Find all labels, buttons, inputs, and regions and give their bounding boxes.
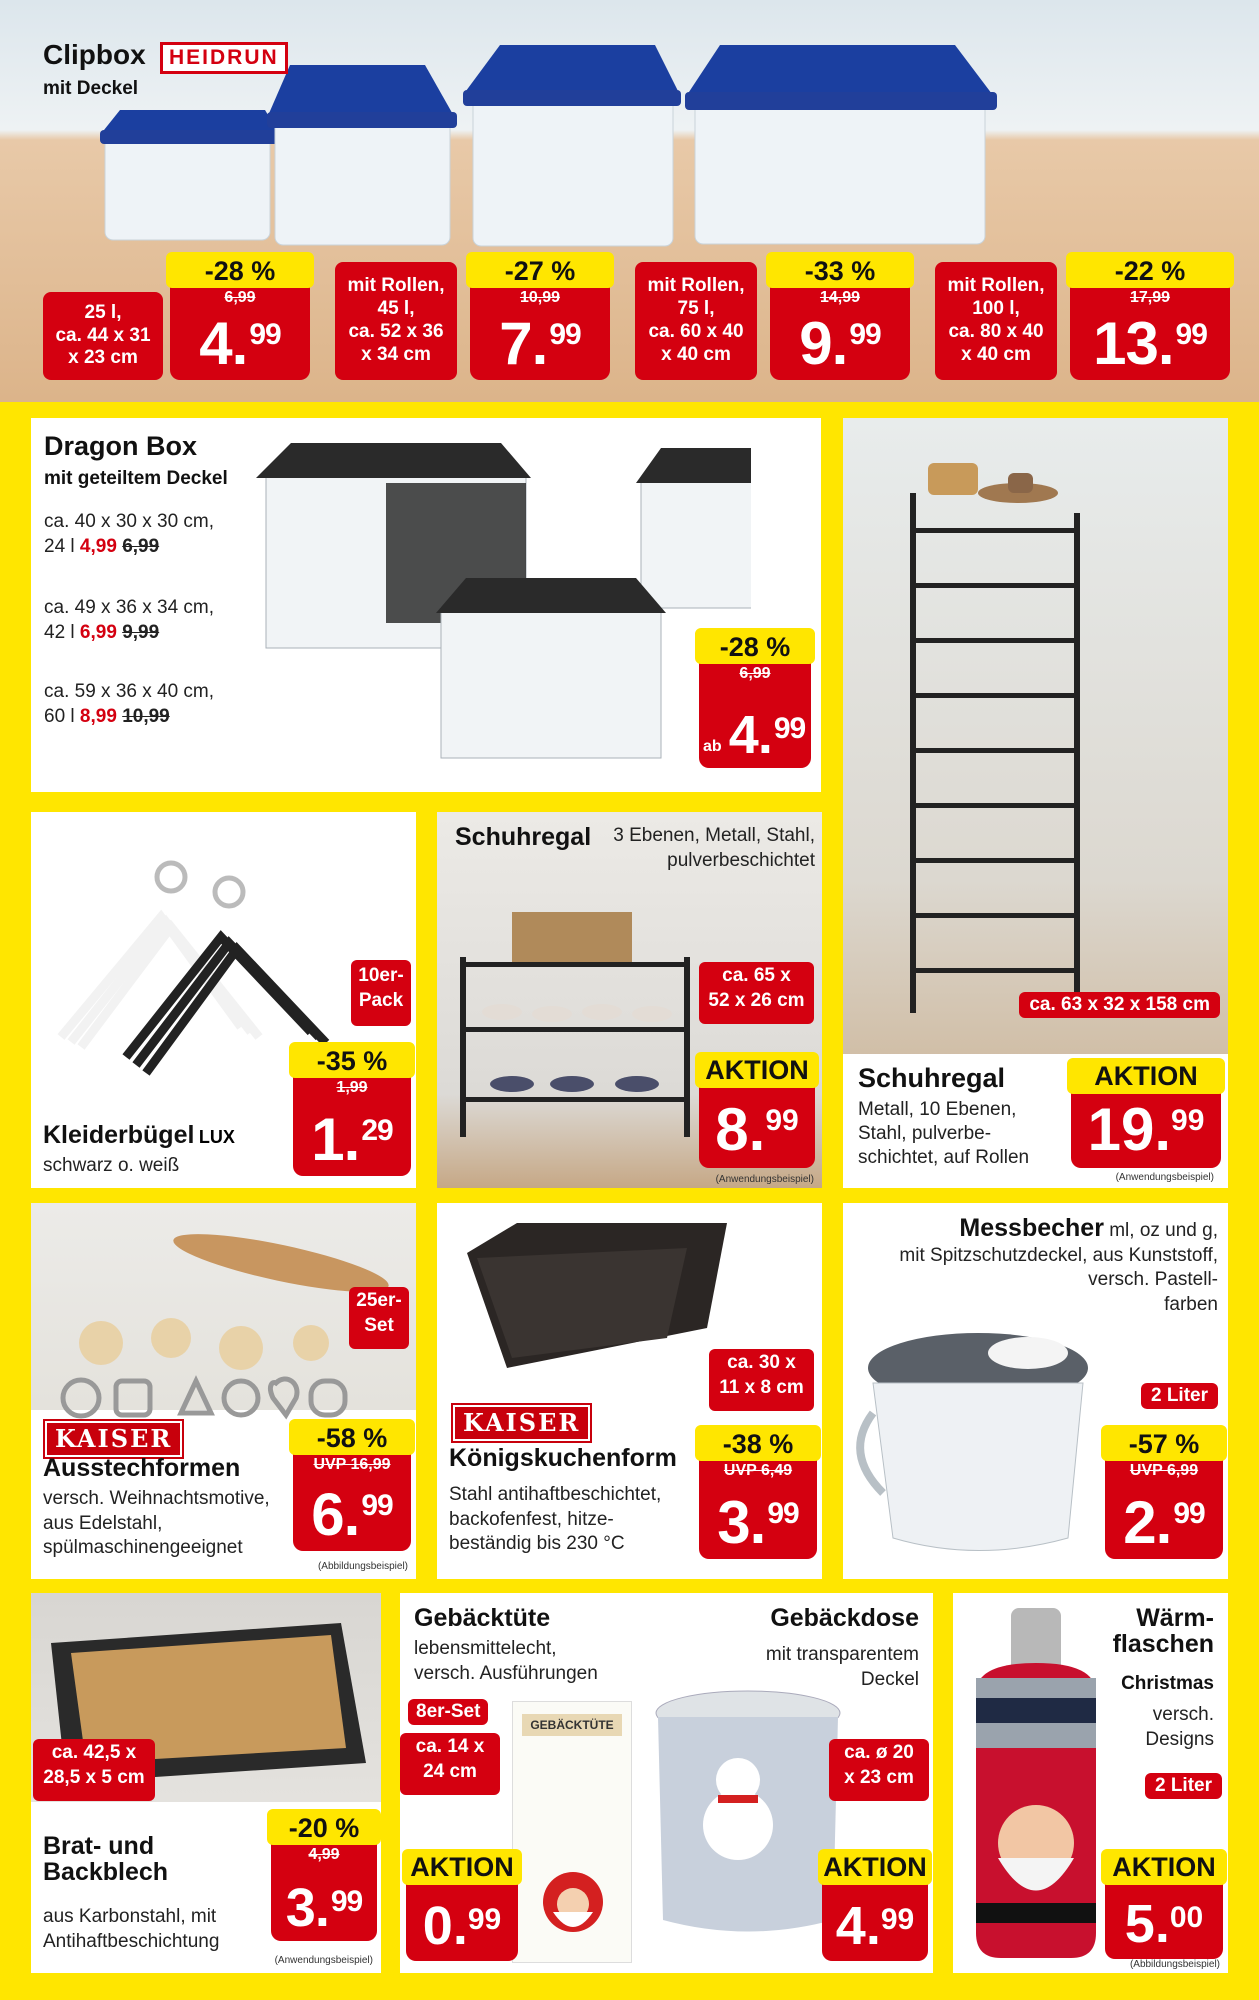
schuhregal-small-title: Schuhregal bbox=[455, 823, 592, 851]
kleiderbuegel-pack: 10er- Pack bbox=[351, 960, 411, 1026]
tuete-price: AKTION 0.99 bbox=[406, 1879, 518, 1961]
schuhregal-small-note: (Anwendungsbeispiel) bbox=[715, 1174, 814, 1185]
schuhregal-big-dim: ca. 63 x 32 x 158 cm bbox=[1019, 992, 1220, 1018]
ausstech-note: (Abbildungsbeispiel) bbox=[317, 1561, 408, 1572]
schuhregal-small-dim: ca. 65 x 52 x 26 cm bbox=[699, 962, 814, 1024]
tuete-label: GEBÄCKTÜTE bbox=[522, 1714, 622, 1736]
schuhregal-big-image bbox=[898, 448, 1098, 1048]
schuhregal-big-price: AKTION 19.99 bbox=[1071, 1088, 1221, 1168]
kaiser-logo-2: KAISER bbox=[453, 1405, 590, 1441]
tuete-title: Gebäcktüte bbox=[414, 1604, 551, 1632]
waerm-image bbox=[961, 1603, 1111, 1963]
schuhregal-small-image bbox=[452, 902, 697, 1142]
brat-price: -20 % 4,99 3.99 bbox=[271, 1837, 377, 1941]
kleiderbuegel-title: Kleiderbügel bbox=[43, 1121, 195, 1149]
ausstech-image bbox=[41, 1213, 401, 1438]
kleiderbuegel-titlebox bbox=[43, 1122, 235, 1148]
koenig-desc: Stahl antihaftbeschichtet, backofenfest, hitze- beständig bis 230 °C bbox=[449, 1484, 662, 1555]
dragon-box-panel bbox=[31, 418, 821, 792]
clipbox-4-price: -22 % 17,99 13.99 bbox=[1070, 280, 1230, 380]
gebaeck-panel bbox=[400, 1593, 933, 1973]
ausstech-desc: versch. Weihnachtsmotive, aus Edelstahl, spülmaschinengeeignet bbox=[43, 1488, 270, 1559]
lux-brand: LUX bbox=[198, 1127, 235, 1147]
brat-dim: ca. 42,5 x 28,5 x 5 cm bbox=[33, 1739, 155, 1801]
clipbox-section bbox=[0, 0, 1259, 402]
dose-desc: mit transparentem Deckel bbox=[765, 1644, 919, 1690]
clipbox-4-desc: mit Rollen, 100 l, ca. 80 x 40 x 40 cm bbox=[935, 262, 1057, 380]
clipbox-100l bbox=[685, 45, 997, 244]
dose-image bbox=[648, 1685, 848, 1945]
dose-price: AKTION 4.99 bbox=[822, 1879, 928, 1961]
dose-title: Gebäckdose bbox=[770, 1604, 919, 1632]
messbecher-desc: mit Spitzschutzdeckel, aus Kunststoff, versch. Pastell- farben bbox=[899, 1244, 1218, 1316]
tuete-set: 8er-Set bbox=[408, 1699, 488, 1725]
schuhregal-big-panel bbox=[843, 418, 1228, 1188]
clipbox-75l bbox=[463, 45, 681, 246]
messbecher-image bbox=[853, 1313, 1123, 1573]
messbecher-title: Messbecher bbox=[959, 1214, 1104, 1242]
schuhregal-small-desc: 3 Ebenen, Metall, Stahl, pulverbeschichtet bbox=[613, 825, 815, 871]
dragon-size-1: ca. 40 x 30 x 30 cm, 24 l 4,99 6,99 bbox=[44, 511, 215, 557]
tuete-dim: ca. 14 x 24 cm bbox=[400, 1733, 500, 1795]
schuhregal-big-note: (Anwendungsbeispiel) bbox=[1115, 1172, 1214, 1183]
waerm-panel bbox=[953, 1593, 1228, 1973]
brat-desc: aus Karbonstahl, mit Antihaftbeschichtung bbox=[43, 1906, 220, 1952]
dragon-price: -28 % 6,99 ab 4.99 bbox=[699, 656, 811, 768]
messbecher-units: ml, oz und g, bbox=[1109, 1220, 1218, 1241]
heidrun-logo: HEIDRUN bbox=[160, 42, 288, 74]
messbecher-size: 2 Liter bbox=[1141, 1383, 1218, 1409]
ausstech-set: 25er- Set bbox=[349, 1287, 409, 1349]
waerm-size: 2 Liter bbox=[1145, 1773, 1222, 1799]
clipbox-3-desc: mit Rollen, 75 l, ca. 60 x 40 x 40 cm bbox=[635, 262, 757, 380]
kleiderbuegel-panel bbox=[31, 812, 416, 1188]
dragon-title: Dragon Box bbox=[44, 431, 198, 461]
ausstech-title: Ausstechformen bbox=[43, 1454, 241, 1482]
clipbox-3-price: -33 % 14,99 9.99 bbox=[770, 280, 910, 380]
dragon-size-3: ca. 59 x 36 x 40 cm, 60 l 8,99 10,99 bbox=[44, 681, 215, 727]
clipbox-small bbox=[100, 110, 280, 240]
koenig-title: Königskuchenform bbox=[449, 1444, 677, 1472]
messbecher-price: -57 % UVP 6,99 2.99 bbox=[1105, 1453, 1223, 1559]
koenig-panel bbox=[437, 1203, 822, 1579]
clipbox-2-desc: mit Rollen, 45 l, ca. 52 x 36 x 34 cm bbox=[335, 262, 457, 380]
kleiderbuegel-price: -35 % 1,99 1.29 bbox=[293, 1070, 411, 1176]
dragon-size-2: ca. 49 x 36 x 34 cm, 42 l 6,99 9,99 bbox=[44, 597, 215, 643]
brat-panel bbox=[31, 1593, 381, 1973]
koenig-price: -38 % UVP 6,49 3.99 bbox=[699, 1453, 817, 1559]
tuete-image bbox=[512, 1701, 632, 1963]
schuhregal-big-title: Schuhregal bbox=[858, 1063, 1006, 1093]
brat-title: Brat- und Backblech bbox=[43, 1832, 169, 1887]
dragon-subtitle: mit geteiltem Deckel bbox=[44, 468, 228, 489]
schuhregal-big-desc: Metall, 10 Ebenen, Stahl, pulverbe- schichtet, auf Rollen bbox=[858, 1099, 1030, 1168]
kaiser-logo: KAISER bbox=[45, 1421, 182, 1457]
ausstech-price: -58 % UVP 16,99 6.99 bbox=[293, 1447, 411, 1551]
schuhregal-small-header bbox=[455, 824, 815, 873]
waerm-title: Wärm- flaschen bbox=[1112, 1604, 1214, 1659]
clipbox-45l bbox=[267, 65, 457, 245]
dose-dim: ca. ø 20 x 23 cm bbox=[829, 1739, 929, 1801]
koenig-image bbox=[457, 1218, 737, 1378]
messbecher-text bbox=[848, 1215, 1218, 1318]
clipbox-subtitle: mit Deckel bbox=[43, 78, 139, 99]
schuhregal-small-price: AKTION 8.99 bbox=[699, 1082, 815, 1168]
waerm-price: AKTION 5.00 bbox=[1105, 1879, 1223, 1959]
tuete-desc: lebensmittelecht, versch. Ausführungen bbox=[414, 1638, 598, 1684]
brat-note: (Anwendungsbeispiel) bbox=[274, 1955, 373, 1966]
clipbox-1-desc: 25 l, ca. 44 x 31 x 23 cm bbox=[43, 292, 163, 380]
ausstech-panel bbox=[31, 1203, 416, 1579]
waerm-note: (Abbildungsbeispiel) bbox=[1129, 1959, 1220, 1970]
waerm-subtitle: Christmas bbox=[1121, 1673, 1214, 1694]
dragon-box-images bbox=[251, 438, 751, 778]
messbecher-panel bbox=[843, 1203, 1228, 1579]
clipbox-title: Clipbox bbox=[43, 39, 146, 70]
clipbox-1-price: -28 % 6,99 4.99 bbox=[170, 280, 310, 380]
waerm-desc: versch. Designs bbox=[1145, 1704, 1214, 1750]
kleiderbuegel-desc: schwarz o. weiß bbox=[43, 1155, 180, 1176]
schuhregal-small-panel bbox=[437, 812, 822, 1188]
koenig-dim: ca. 30 x 11 x 8 cm bbox=[709, 1349, 814, 1411]
clipbox-2-price: -27 % 10,99 7.99 bbox=[470, 280, 610, 380]
kleiderbuegel-image bbox=[41, 827, 331, 1127]
